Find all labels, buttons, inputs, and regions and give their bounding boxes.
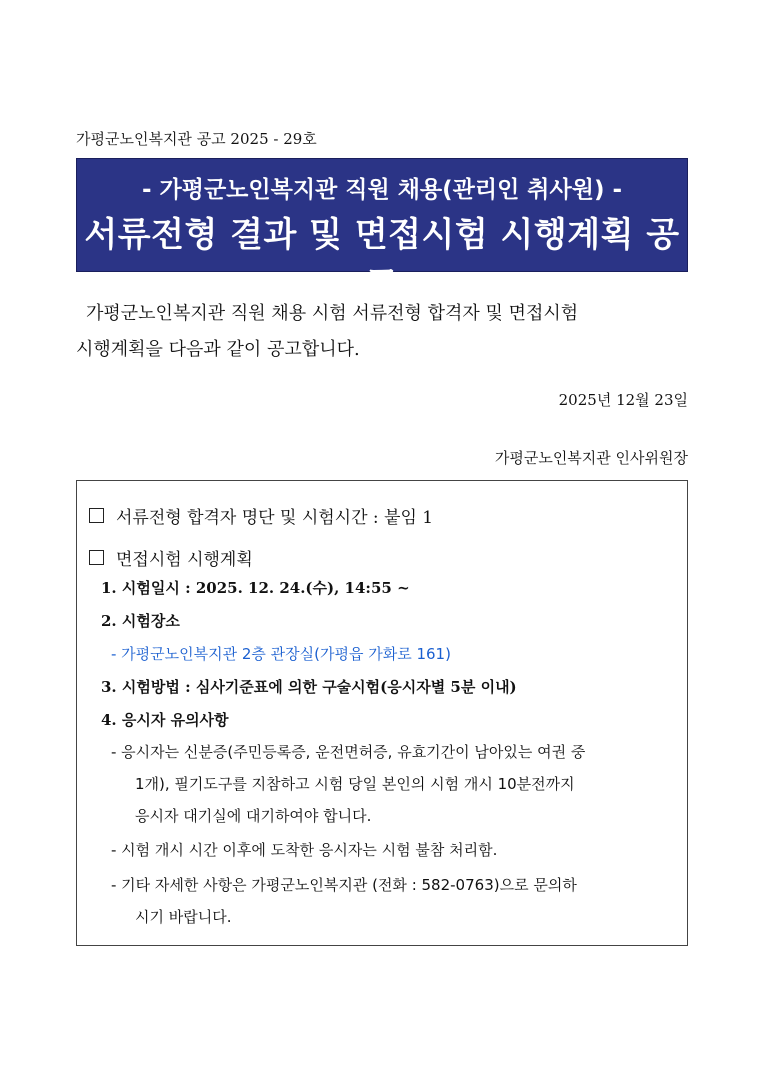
note-1-line-2: 1개), 필기도구를 지참하고 시험 당일 본인의 시험 개시 10분전까지 [135, 775, 575, 793]
checkbox-square-icon [89, 550, 104, 565]
issuer: 가평군노인복지관 인사위원장 [494, 449, 688, 467]
title-banner [76, 158, 688, 304]
intro-paragraph [76, 296, 688, 368]
intro-line-2: 시행계획을 다음과 같이 공고합니다. [76, 339, 360, 360]
section-document-result-label: 서류전형 합격자 명단 및 시험시간 : 붙임 1 [116, 508, 434, 528]
content-box [76, 480, 688, 946]
section-interview-plan [89, 545, 253, 570]
item-exam-method: 3. 시험방법 : 심사기준표에 의한 구술시험(응시자별 5분 이내) [101, 678, 517, 696]
checkbox-square-icon [89, 508, 104, 523]
item-exam-datetime: 1. 시험일시 : 2025. 12. 24.(수), 14:55 ~ [101, 579, 410, 597]
note-1-line-3: 응시자 대기실에 대기하여야 합니다. [135, 807, 372, 825]
notice-number: 가평군노인복지관 공고 2025 - 29호 [76, 130, 317, 148]
note-3-line-1: - 기타 자세한 사항은 가평군노인복지관 (전화 : 582-0763)으로 문의하 [111, 876, 577, 894]
title-subtitle: - 가평군노인복지관 직원 채용(관리인 취사원) - [141, 177, 623, 203]
notice-date: 2025년 12월 23일 [558, 391, 688, 409]
item-exam-location: 2. 시험장소 [101, 612, 180, 630]
intro-line-1: 가평군노인복지관 직원 채용 시험 서류전형 합격자 및 면접시험 [86, 303, 579, 324]
title-main: 서류전형 결과 및 면접시험 시행계획 공고 [84, 215, 680, 304]
item-applicant-notes: 4. 응시자 유의사항 [101, 711, 229, 729]
exam-location-detail: - 가평군노인복지관 2층 관장실(가평읍 가화로 161) [111, 645, 451, 663]
note-3-line-2: 시기 바랍니다. [135, 908, 232, 926]
section-interview-plan-label: 면접시험 시행계획 [116, 550, 253, 570]
note-2: - 시험 개시 시간 이후에 도착한 응시자는 시험 불참 처리함. [111, 841, 498, 859]
note-1-line-1: - 응시자는 신분증(주민등록증, 운전면허증, 유효기간이 남아있는 여권 중 [111, 743, 586, 761]
section-document-result [89, 503, 433, 528]
